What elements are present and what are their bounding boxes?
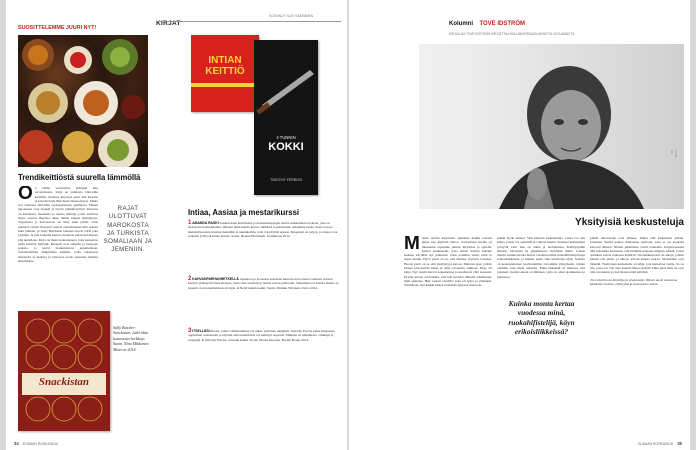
left-body-text: n vähän vuodatusta pidetään niin tervetulleena. Kirja on puhdasta Lähi-idän keittiötä, monissa kirjoissa juuri tätä kirjoitti ja kuvaili Sally Butcherin ihanaa kirjaa. Mutta sen rakentaa lähi-idän ruokaperinteen puitteissa. Hänen ideoissaan ovat laajasti ja täysin ymmärrettäviä. Kirjassa on kasviksia, mausteita ja suuria makuja, jotka toimivat myös arjessa. Butcher tekee tämän kaiken heittäytyen. Vegaaniset ja kasvisruoat on tehty kuin pihvit, eivät lainkaan tylsää. Reseptit sopivat erinomaisesti niin arkeen kuin juhlaan, ja Sally Butcherin lautaset tuovat väriä joka pöytään. Ja kun kokeilet kerran, huomaat palaavasi kirjaan yhä uudelleen. Kirja on ihana kokonaisuus, joka kannattaa pitää keittiön hyllyllä. Reseptit ovat selkeitä ja helppoja seurata, ja kuvat houkuttelevat kokeilemaan. Suosittelemme lämpimästi kaikille, jotka rakastavat mausteita ja makuja ja haluavat tuoda arkeensa hieman eksotiikkaa. <box>18 186 98 264</box>
left-footer-label: ELÄMÄN ROHKAISIJA <box>22 442 58 446</box>
portrait-illustration <box>419 44 684 209</box>
right-column-3 <box>590 236 684 436</box>
author-portrait <box>419 44 684 209</box>
right-header-desc: KIRJAILIJA TOVE IDSTRÖM KIRJOITTAA KOLUMNEISSAAN ARJESTA JA ELÄMÄSTÄ <box>449 32 575 36</box>
right-col3-note: Tove Idström on kirjailija ja dramaturgi. Hänen uusin teoksensa käsittelee muistia, ystävyyttä ja keskustelun taitoa. <box>590 277 678 286</box>
recommend-label: SUOSITTELEMME JUURI NYT! <box>18 25 97 31</box>
right-header-section: Kolumni <box>449 21 473 27</box>
review-2-number: 2 <box>188 276 192 282</box>
snackistan-book-cover <box>18 311 110 431</box>
header-rule <box>156 21 341 22</box>
kokki-author: TIMOTHY FERRISS <box>270 178 302 182</box>
right-page-footer <box>638 441 682 446</box>
review-2 <box>188 277 340 290</box>
left-page-number: 34 <box>14 441 19 446</box>
right-pullquote: Kuinka monta kertaa vuodessa minä, ruokahifistelijä, käyn erikoisliikkeissä? <box>499 297 584 339</box>
kokki-title: KOKKI <box>268 141 304 153</box>
kokki-small-label: 4 TUNNIN <box>276 135 296 140</box>
right-article-title: Yksityisiä keskusteluja <box>575 217 684 228</box>
right-column-1 <box>404 236 492 436</box>
left-article-title: Trendikeittiöstä suurella lämmöllä <box>18 173 141 182</box>
right-page-number: 35 <box>677 441 682 446</box>
left-header <box>156 12 346 27</box>
left-pullquote: RAJAT ULOTTUVAT MAROKOSTA JA TURKISTA SOMALIAAN JA JEMENIIN. <box>103 205 153 254</box>
food-illustration <box>18 35 148 167</box>
review-1-lead: AMANDA RASKI <box>192 221 219 225</box>
review-1 <box>188 221 340 238</box>
right-dropcap: M <box>404 236 420 254</box>
right-col3-text: pelkät tuttavuudet ovat jääneet. Mutta silti keskustelu jatkuu. Jokainen meistä kantaa mukanaan tarinoita, joita ei ole koskaan kerrottu ääneen. Niiden jakaminen vaatii rohkeutta. Kirjoittaessani tätä kolumnia huomaan, että minäkin kaipaan hiljaisia hetkiä, joissa ajatukset saavat rauhassa kehittyä. Vuodenkierrossa on aikoja, jolloin haluaa olla yksin, ja aikoja, jolloin kaipaa seuraa. Molemmat ovat tärkeitä. Yksityinen keskustelu on lahja, jota kannattaa vaalia. Se on tila, jossa voi olla oma itsensä ilman yleisöä. Ehkä juuri siksi ne ovat niin arvokkaita ja harvinaisia tänä päivänä. <box>590 236 684 275</box>
review-3-body: Ruoka, jonka valmistaminen vie aikaa, palkitsee tekijänsä. Timothy Ferriss jakaa kirjassaan oppimisen salaisuudet ja näyttää, miten keittiössä voi kehittyä nopeasti. Mukana on tekniikoita, vinkkejä ja reseptejä. ● Timothy Ferriss: 4 tunnin kokki. Suom. Hanna Pesonen. Basam Books 2014. <box>188 329 335 342</box>
snackistan-caption: Sally Butcher: Snackistan. Lähi-idän katuruoan herkkuja. Suom. Nina Mikkonen. Minerva 2014. <box>113 325 150 352</box>
review-2-body: Japanissa ja Koreassa kokataan kuten kotona ennen vanhaan. Aasian keittiöt yhdistyvät tässä kirjassa, jossa riisi, nuudelit ja liemet saavat pääroolin. Vaikutteita on useista maista, ja reseptit ovat kokeilemisen arvoisia. ● Neljä tunnin kokki. Suom. Markku Virtanen. Otava 2014. <box>188 277 339 290</box>
review-3-number: 3 <box>188 328 192 334</box>
indian-book-band <box>191 83 259 87</box>
left-page-footer <box>14 441 58 446</box>
review-2-lead: KAHVANPARHANHETKELLÄ <box>192 277 239 281</box>
indian-book-cover <box>191 35 259 112</box>
snackistan-title: Snackistan <box>38 376 90 388</box>
review-1-text <box>188 221 340 238</box>
right-col2-text: pelkät hyvät uutiset. Silti kaipaan keskusteluja, joissa voi olla hiljaa, joissa voi epäröidä ja vaihtaa mieltä. Sellaiset keskustelut syntyvät vain, kun on aikaa ja luottamusta. Kahvipöydän ääressä, kävelyllä tai puhelimessa myöhään illalla. Joskus mietin, kuinka monta kertaa vuodessa minä ruokahifistelijä käyn erikoisliikkeissä, ja kuinka usein vain kuvittelen niitä. Samoin on keskusteluissa: kuvittelemme olevamme yhteydessä, vaikka olemme vain läsnä ruudulla. Ehkä tärkeintä on muistaa, että jokaisen viestin takana on ihminen, jolla on omat ajatuksensa ja tunteensa. <box>497 236 585 279</box>
indian-book-title: INTIAN KEITTIÖ <box>205 55 245 77</box>
kokki-knife-illustration <box>254 60 318 120</box>
left-header-section: KIRJAT <box>156 20 181 27</box>
left-header-byline: KOONNUT SUVI VÄÄRÄNEN <box>269 14 314 18</box>
right-header-author: TOVE IDSTRÖM <box>479 21 526 27</box>
photo-credit: KUVA NN <box>670 150 678 158</box>
dropcap: O <box>18 186 33 204</box>
right-page <box>349 0 690 450</box>
kokki-book-cover <box>254 40 318 195</box>
right-footer-label: ELÄMÄN ROHKAISIJA <box>638 442 674 446</box>
review-3-lead: ITSELLÄSI <box>192 329 210 333</box>
review-3 <box>188 329 340 342</box>
right-col1-text: onkö nettiin kirjoitettu ajatuksia kaikki jaetaan kuten itse käyttäjä tahtoo. Sosiaalinen media on muuttanut tapamme puhua, kirjoittaa ja ajatella. Monet keskustelut, joita ennen käytiin kahden kesken, käydään nyt julkisesti. Olen pohtinut usein, mitä se tekee meille. Hyvä puoli on se, että ihmiset löytävät toisensa. Huono puoli on se, että yksityisyys katoaa. Muistan ajan, jolloin kirjeet kirjoitettiin käsin ja niitä odotettiin viikkoja. Kirje oli lahja. Nyt viestit tulevat sekunneissa ja unohtuvat yhtä nopeasti. Pyysin kerran ystävältäni, että hän kertoisi minulle rehellisesti, mitä ajattelee. Hän vastasi viestillä, joka oli lyhyt ja ytimekäs. Ymmärsin, että kaikki tärkeä ei mahdu lyhyeen muotoon. <box>404 236 492 288</box>
food-photo <box>18 35 148 167</box>
section-title: Intiaa, Aasiaa ja mestarikurssi <box>188 208 300 217</box>
left-page <box>6 0 347 450</box>
review-1-body: Sokkeloisten keittiöiden ja maustekauppojen kautta seikkaillaan ruokaan, joka on ehdotonta kotikokkailua. Intiassa tämä keittiö kertoo elämästä ja perinteistä. Aikamme ruoka. Kirja tarjoaa mahdollisuuden tutustua makuihin ja tekniikoihin, joita voi käyttää arjessa. Reseptejä on paljon, ja ohjeet ovat selkeitä. (OK!) ● Intian keittiö. Suom. Helena Blomstedt. Gummerus 2014. <box>188 221 338 238</box>
review-1-number: 1 <box>188 220 192 226</box>
review-2-text <box>188 277 340 290</box>
review-3-text <box>188 329 340 342</box>
left-article-body <box>18 186 98 304</box>
right-header <box>449 12 684 36</box>
snackistan-pattern <box>18 311 110 431</box>
